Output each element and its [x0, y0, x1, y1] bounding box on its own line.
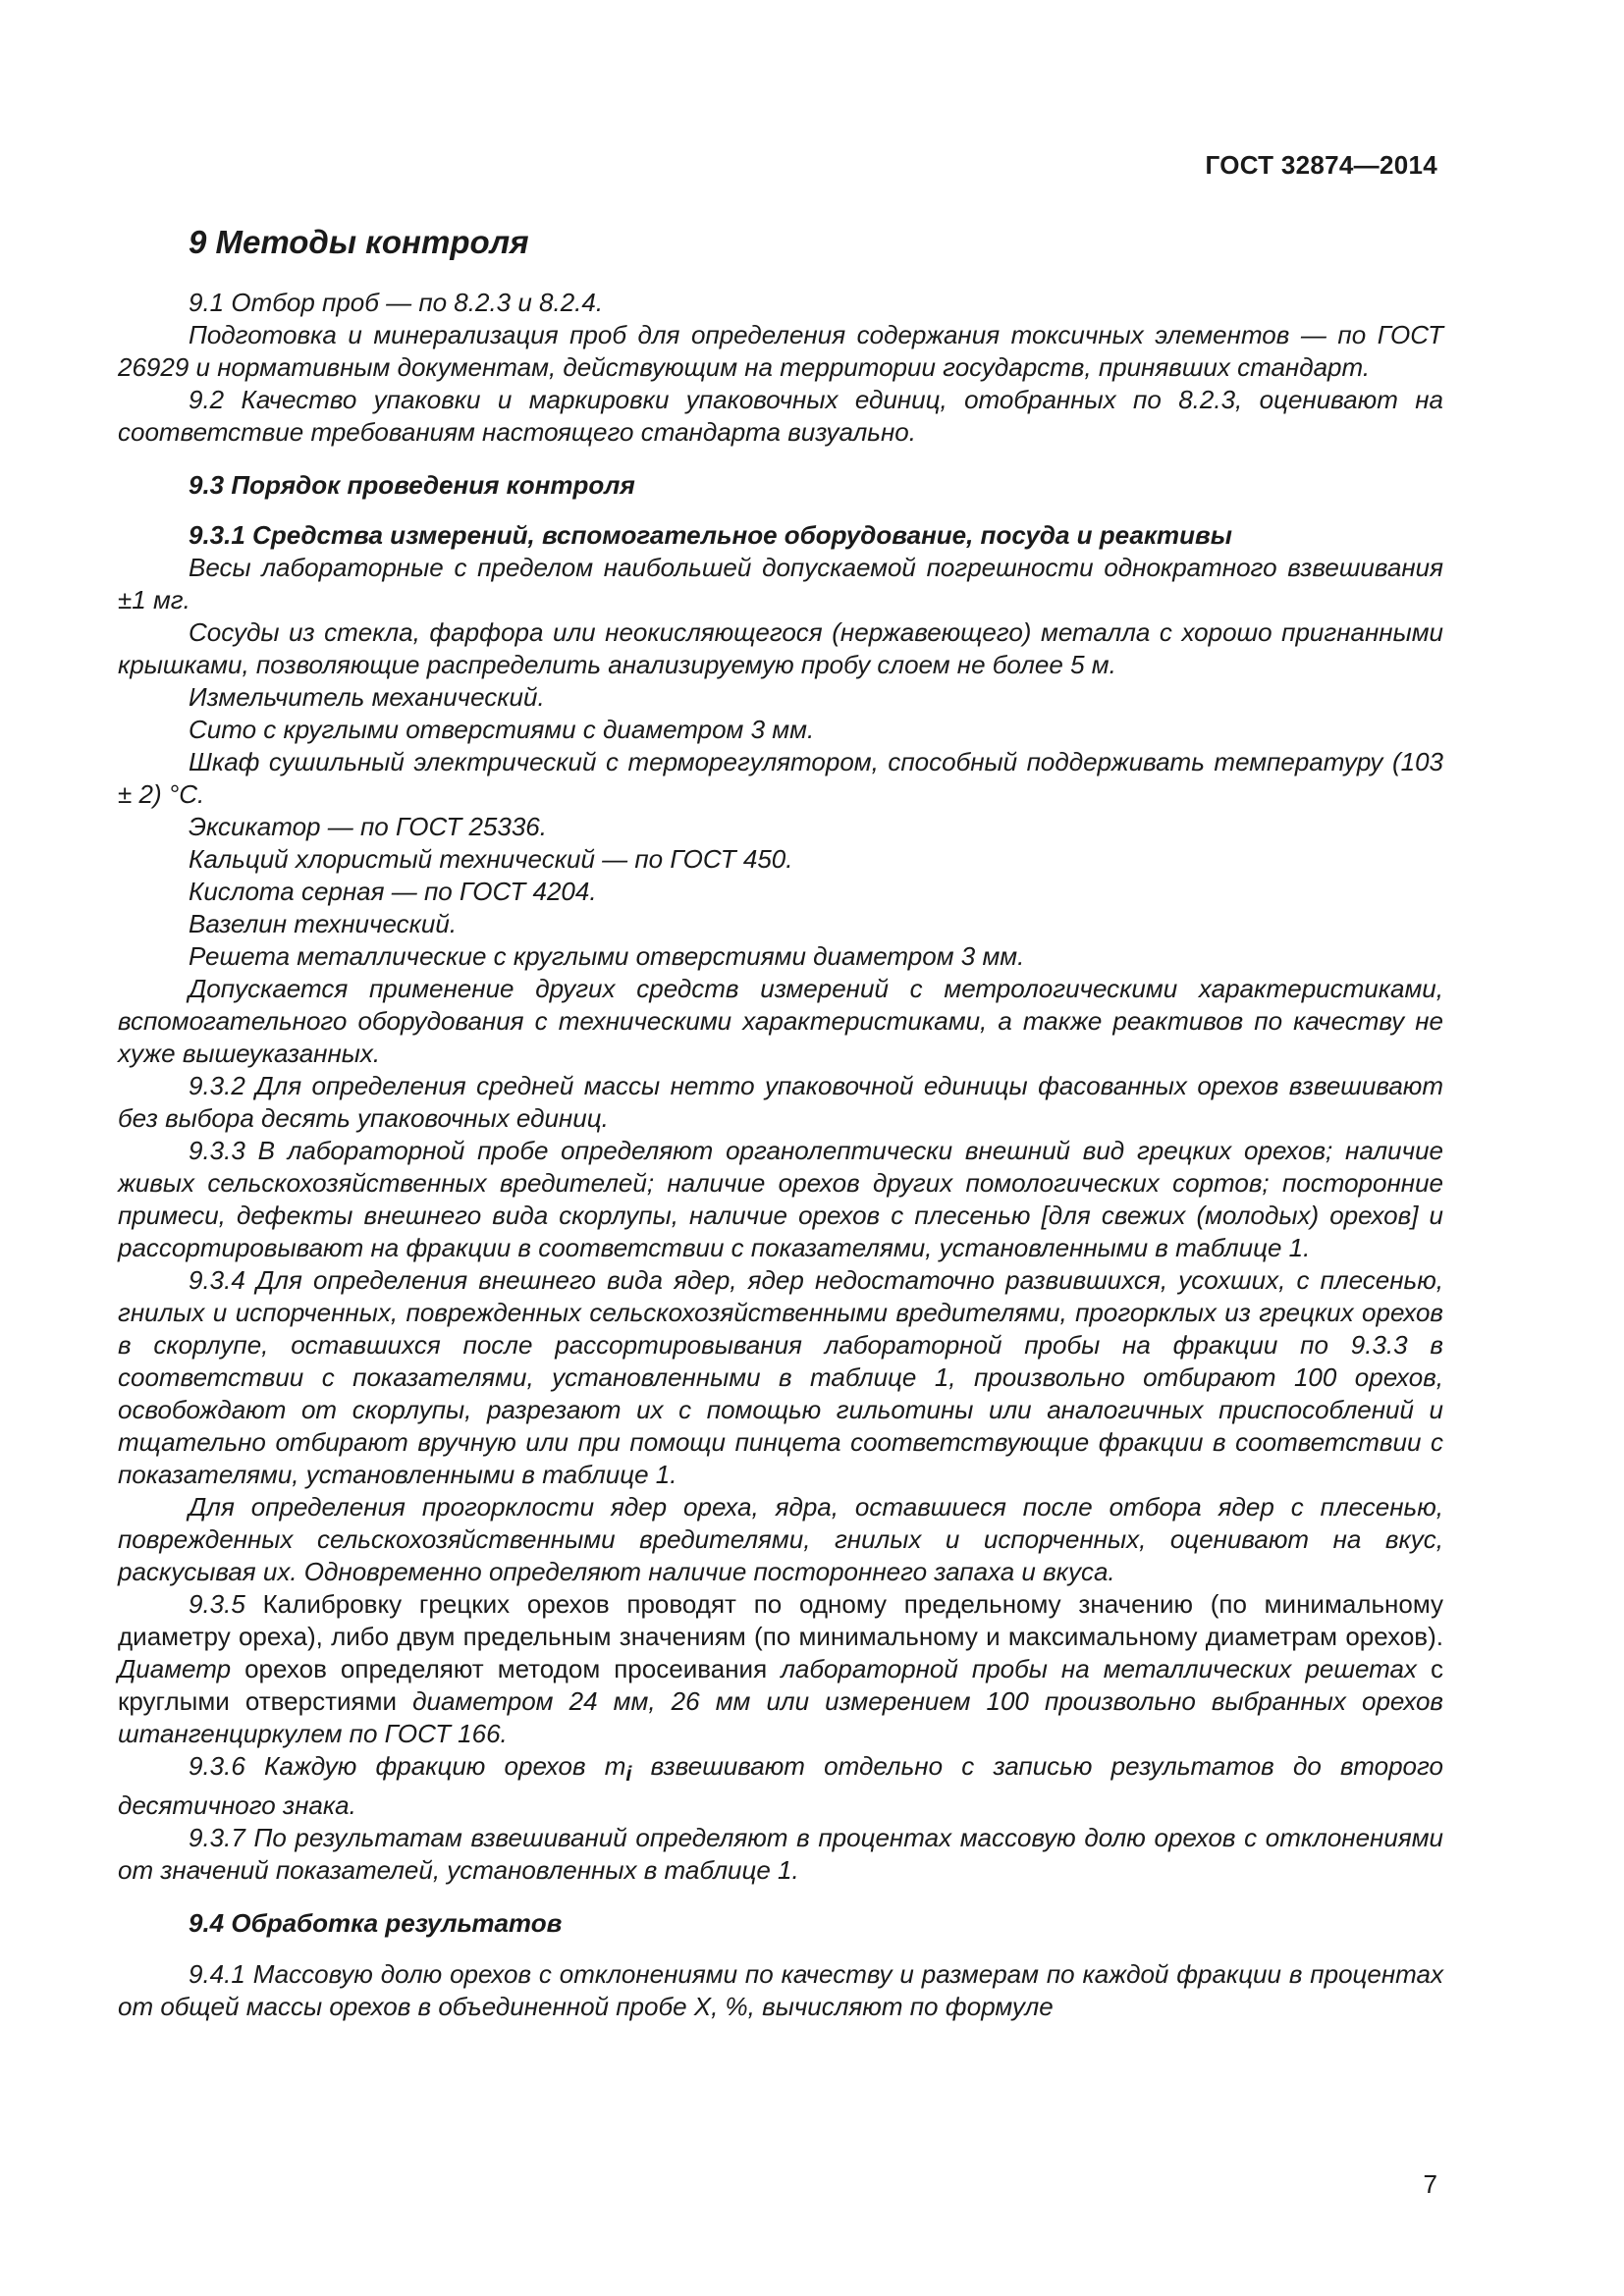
- equipment-item: Сосуды из стекла, фарфора или неокисляющегося (нержавеющего) металла с хорошо пригнанными крышками, позволяющие распределить анализируемую пробу слоем не более 5 м.: [118, 617, 1443, 679]
- equipment-item: Измельчитель механический.: [189, 682, 545, 712]
- paragraph-9-3-6: [118, 1750, 1443, 1822]
- heading-9-3-1: 9.3.1 Средства измерений, вспомогательное оборудование, посуда и реактивы: [189, 520, 1232, 550]
- document-code: ГОСТ 32874—2014: [1205, 150, 1437, 180]
- paragraph-9-3-6-text-a: 9.3.6 Каждую фракцию орехов: [189, 1751, 605, 1781]
- equipment-item: Эксикатор — по ГОСТ 25336.: [189, 812, 547, 841]
- equipment-item: Решета металлические с круглыми отверстиями диаметром 3 мм.: [189, 941, 1025, 971]
- heading-9-4: 9.4 Обработка результатов: [189, 1908, 563, 1939]
- paragraph-9-3-7: 9.3.7 По результатам взвешиваний определяют в процентах массовую долю орехов с отклонениями от значений показателей, установленных в таблице 1.: [118, 1823, 1443, 1886]
- paragraph-9-1-preparation: Подготовка и минерализация проб для определения содержания токсичных элементов — по ГОСТ 26929 и нормативным документам, действующим на территории государств, принявших стандарт.: [118, 320, 1443, 382]
- page-number: 7: [1423, 2169, 1437, 2199]
- page-content: [118, 222, 1443, 2023]
- equipment-item: Шкаф сушильный электрический с терморегулятором, способный поддерживать температуру (103 ± 2) °С.: [118, 747, 1443, 809]
- paragraph-9-3-5: [118, 1588, 1443, 1750]
- equipment-item: Весы лабораторные с пределом наибольшей допускаемой погрешности однократного взвешивания ±1 мг.: [118, 553, 1443, 614]
- paragraph-9-3-3: 9.3.3 В лабораторной пробе определяют органолептически внешний вид грецких орехов; наличие живых сельскохозяйственных вредителей; наличие орехов других помологических сортов; посторонние примеси, дефекты внешнего вида скорлупы, наличие орехов с плесенью [для свежих (молодых) орехов] и рассортировывают на фракции в соответствии с показателями, установленными в таблице 1.: [118, 1136, 1443, 1262]
- heading-9-3: 9.3 Порядок проведения контроля: [189, 470, 635, 500]
- paragraph-9-3-5-text-d: лабораторной пробы на металлических решетах: [781, 1654, 1417, 1683]
- section-title: 9 Методы контроля: [189, 224, 529, 260]
- paragraph-9-3-4-rancidity: Для определения прогорклости ядер ореха, ядра, оставшиеся после отбора ядер с плесенью, поврежденных сельскохозяйственными вредителями, гнилых и испорченных, оценивают на вкус, раскусывая их. Одновременно определяют наличие постороннего запаха и вкуса.: [118, 1492, 1443, 1586]
- paragraph-9-3-4: 9.3.4 Для определения внешнего вида ядер, ядер недостаточно развившихся, усохших, с плесенью, гнилых и испорченных, поврежденных сельскохозяйственными вредителями, прогорклых из грецких орехов в скорлупе, оставшихся после рассортировывания лабораторной пробы на фракции по 9.3.3 в соответствии с показателями, установленными в таблице 1, произвольно отбирают 100 орехов, освобождают от скорлупы, разрезают их с помощью гильотины или аналогичных приспособлений и тщательно отбирают вручную или при помощи пинцета соответствующие фракции в соответствии с показателями, установленными в таблице 1.: [118, 1265, 1443, 1489]
- paragraph-9-3-5-text-f: диаметром 24 мм, 26 мм или измерением 100 произвольно выбранных орехов штангенциркулем по ГОСТ 166.: [118, 1686, 1443, 1748]
- paragraph-9-4-1: 9.4.1 Массовую долю орехов с отклонениями по качеству и размерам по каждой фракции в процентах от общей массы орехов в объединенной пробе X, %, вычисляют по формуле: [118, 1959, 1443, 2022]
- paragraph-9-2: 9.2 Качество упаковки и маркировки упаковочных единиц, отобранных по 8.2.3, оценивают на соответствие требованиям настоящего стандарта визуально.: [118, 385, 1443, 447]
- paragraph-9-3-5-text-e: с круглыми отверстиями: [118, 1654, 1443, 1716]
- paragraph-9-3-5-text-a: Калибровку грецких орехов проводят по одному предельному значению (по минимальному диаметру ореха), либо двум предельным значениям (по минимальному и максимальному диаметрам орехов).: [118, 1589, 1443, 1651]
- paragraph-9-3-6-text-b: взвешивают отдельно с записью результатов до второго десятичного знака.: [118, 1751, 1444, 1821]
- equipment-item: Кислота серная — по ГОСТ 4204.: [189, 877, 597, 906]
- paragraph-9-1: 9.1 Отбор проб — по 8.2.3 и 8.2.4.: [189, 288, 604, 317]
- paragraph-9-3-2: 9.3.2 Для определения средней массы нетто упаковочной единицы фасованных орехов взвешивают без выбора десять упаковочных единиц.: [118, 1071, 1443, 1133]
- equipment-item: Допускается применение других средств измерений с метрологическими характеристиками, вспомогательного оборудования с техническими характеристиками, а также реактивов по качеству не хуже вышеуказанных.: [118, 974, 1443, 1068]
- equipment-item: Кальций хлористый технический — по ГОСТ 450.: [189, 844, 793, 874]
- paragraph-9-3-5-number: 9.3.5: [189, 1589, 245, 1619]
- paragraph-9-3-5-text-c: орехов определяют методом просеивания: [231, 1654, 782, 1683]
- equipment-item: Вазелин технический.: [189, 909, 458, 938]
- variable-subscript-i: i: [625, 1761, 632, 1787]
- paragraph-9-3-5-text-b: Диаметр: [118, 1654, 232, 1683]
- equipment-item: Сито с круглыми отверстиями с диаметром 3 мм.: [189, 715, 815, 744]
- variable-m: m: [604, 1751, 626, 1781]
- spacer: [118, 1949, 1443, 1958]
